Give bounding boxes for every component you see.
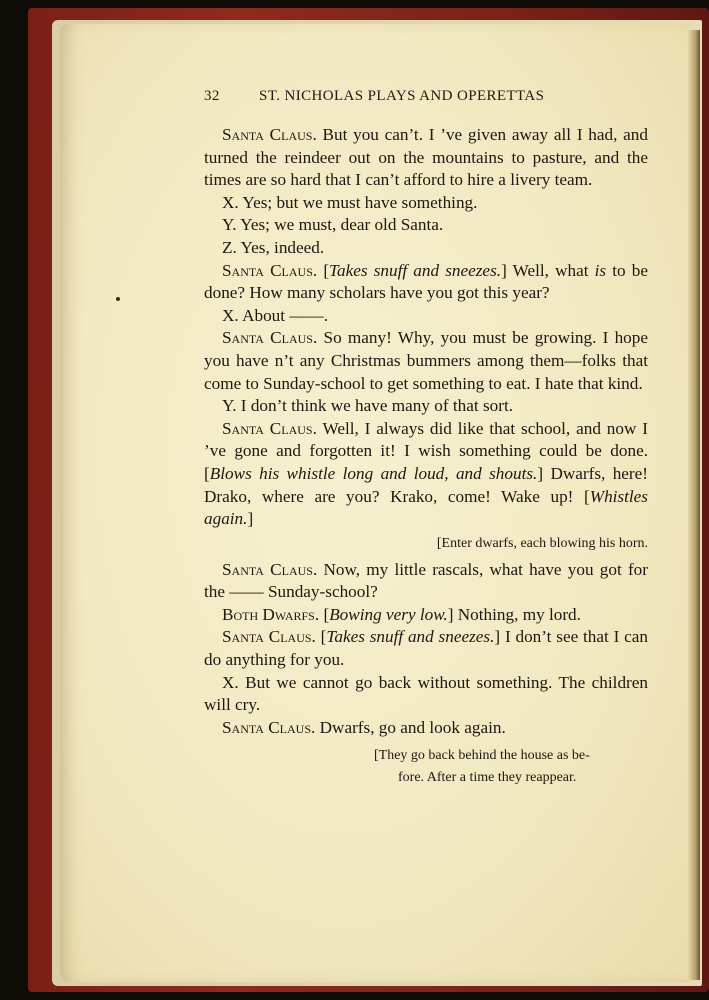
dialogue-text: Nothing, my lord. xyxy=(453,604,581,624)
speech-line xyxy=(204,327,648,395)
page-edge xyxy=(688,30,700,980)
speech-line xyxy=(204,192,648,215)
stage-direction-line: [They go back behind the house as be- xyxy=(374,748,590,764)
closing-stage-direction xyxy=(374,745,648,789)
speaker-name: Santa Claus. xyxy=(222,627,316,647)
paper-speck xyxy=(116,297,120,301)
emphasis-text: is xyxy=(594,260,607,280)
speech-line xyxy=(204,237,648,260)
speaker-name: Y. xyxy=(222,396,237,416)
stage-direction: Blows his whistle long and loud, and shouts. xyxy=(209,463,538,483)
speaker-name: X. xyxy=(222,305,239,325)
speech-line: Santa Claus. [Takes snuff and sneezes.] Well, what is to be done? How many scholars have you got this year? xyxy=(204,260,649,303)
dialogue-text: I don’t see that I can do anything for you. xyxy=(204,627,648,670)
stage-direction: Whistles again. xyxy=(204,486,648,529)
dialogue-text: But you can’t. I ’ve given away all I had, and turned the reindeer out on the mountains to pasture, and the times are so hard that I can’t afford to hire a livery team. xyxy=(204,125,648,190)
play-text xyxy=(204,124,648,789)
speech-line xyxy=(204,672,648,717)
dialogue-text: Now, my little rascals, what have you got for the —— Sunday-school? xyxy=(204,559,648,602)
dialogue-text: Dwarfs, here! Drako, where are you? Krako, come! Wake up! xyxy=(204,463,649,506)
speaker-name: Santa Claus. xyxy=(222,260,318,280)
dialogue-text: Yes; but we must have something. xyxy=(238,192,478,212)
speaker-name: Santa Claus. xyxy=(222,328,318,348)
entry-stage-direction: [Enter dwarfs, each blowing his horn. xyxy=(436,535,648,551)
speech-line xyxy=(204,395,648,418)
dialogue-text: Yes, indeed. xyxy=(236,237,325,257)
speaker-name: X. xyxy=(222,672,239,692)
dialogue-text: to be done? How many scholars have you got this year? xyxy=(204,260,649,303)
book-title: ST. NICHOLAS PLAYS AND OPERETTAS xyxy=(259,88,545,104)
stage-direction-line: fore. After a time they reappear. xyxy=(398,770,577,786)
dialogue-text: Yes; we must, dear old Santa. xyxy=(236,215,444,235)
dialogue-text: But we cannot go back without something. The children will cry. xyxy=(204,672,648,715)
running-header xyxy=(204,88,644,110)
speaker-name: X. xyxy=(222,192,239,212)
dialogue-text: Well, what xyxy=(506,260,595,280)
dialogue-text: Dwarfs, go and look again. xyxy=(315,717,506,737)
speaker-name: Santa Claus. xyxy=(222,418,317,438)
dialogue-text: I don’t think we have many of that sort. xyxy=(236,396,514,416)
speaker-name: Y. xyxy=(222,215,237,235)
speech-line xyxy=(204,214,648,237)
speech-line: Both Dwarfs. [Bowing very low.] Nothing, my lord. xyxy=(222,604,581,624)
speech-line xyxy=(204,559,648,604)
stage-direction: Bowing very low. xyxy=(329,604,448,624)
stage-direction: Takes snuff and sneezes. xyxy=(326,627,495,647)
dialogue-text: So many! Why, you must be growing. I hope you have n’t any Christmas bummers among them—folks that come to Sunday-school to get something to eat. I hate that kind. xyxy=(204,328,648,393)
speech-line xyxy=(204,305,648,328)
page-number: 32 xyxy=(204,88,220,104)
speaker-name: Santa Claus. xyxy=(222,125,317,144)
speaker-name: Z. xyxy=(222,237,237,257)
dialogue-text: About ——. xyxy=(238,305,329,325)
speech-line xyxy=(204,124,648,192)
speaker-name: Santa Claus. xyxy=(222,559,318,579)
speech-line: Santa Claus. [Takes snuff and sneezes.] I don’t see that I can do anything for you. xyxy=(204,627,648,670)
dialogue-text: Well, I always did like that school, and now I ’ve gone and forgotten it! I wish something could be done. xyxy=(204,418,648,461)
speech-line: Santa Claus. Well, I always did like that school, and now I ’ve gone and forgotten it! I wish something could be done. [Blows his whistle long and loud, and shouts.] Dwarfs, here! Drako, where are you? Krako, come! Wake up! [Whistles again.] xyxy=(204,418,649,529)
speaker-name: Both Dwarfs. xyxy=(222,604,320,624)
speech-line xyxy=(204,717,648,740)
speaker-name: Santa Claus. xyxy=(222,717,316,737)
stage-direction: Takes snuff and sneezes. xyxy=(329,260,502,280)
